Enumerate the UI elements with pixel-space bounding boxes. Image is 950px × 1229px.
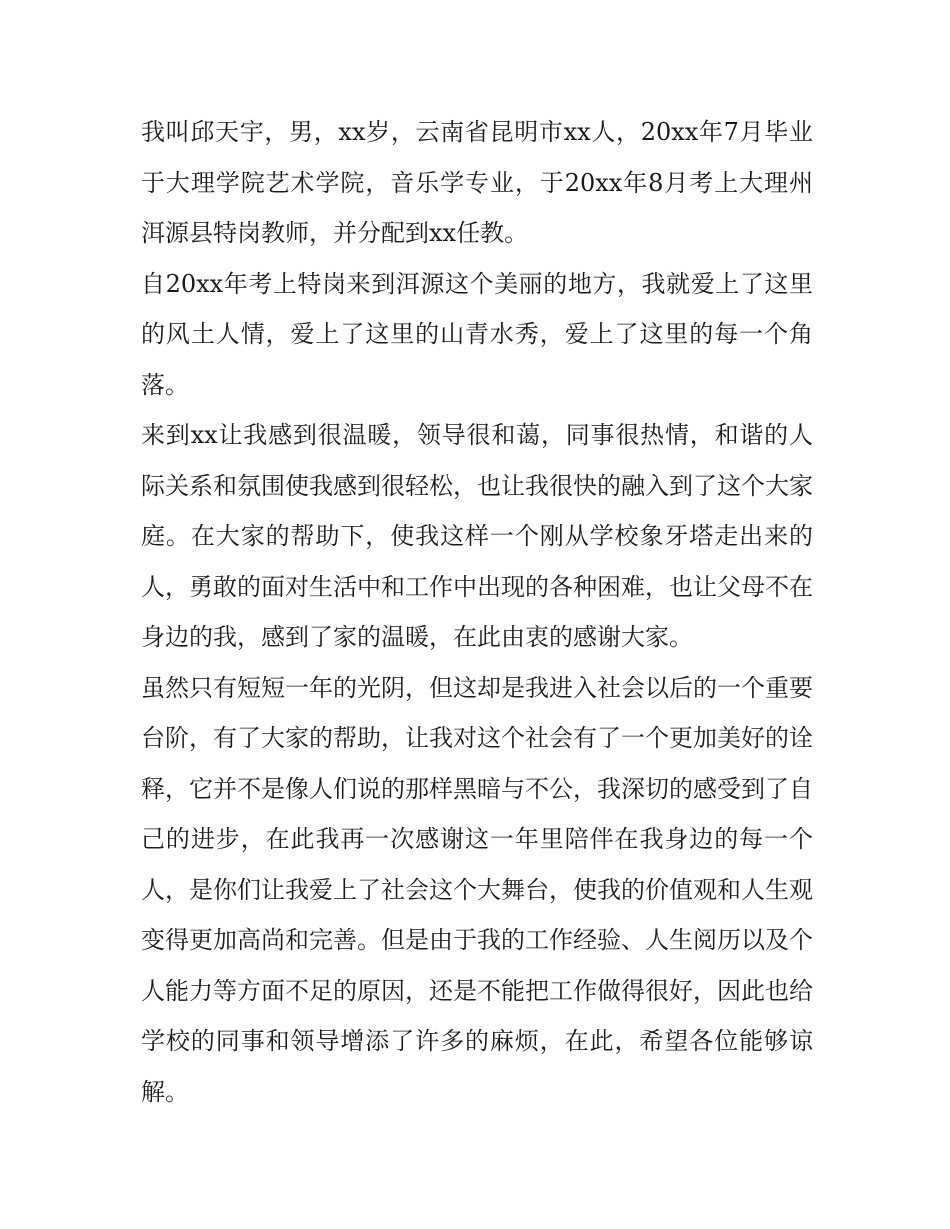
paragraph-4: 虽然只有短短一年的光阴，但这却是我进入社会以后的一个重要台阶，有了大家的帮助，让我对这个社会有了一个更加美好的诠释，它并不是像人们说的那样黑暗与不公，我深切的感受到了自己的进步，在此我再一次感谢这一年里陪伴在我身边的每一个人，是你们让我爱上了社会这个大舞台，使我的价值观和人生观变得更加高尚和完善。但是由于我的工作经验、人生阅历以及个人能力等方面不足的原因，还是不能把工作做得很好，因此也给学校的同事和领导增添了许多的麻烦，在此，希望各位能够谅解。 <box>141 673 813 1106</box>
paragraph-1: 我叫邱天宇，男，xx岁，云南省昆明市xx人，20xx年7月毕业于大理学院艺术学院，音乐学专业，于20xx年8月考上大理州洱源县特岗教师，并分配到xx任教。 <box>141 118 813 247</box>
paragraph-3: 来到xx让我感到很温暖，领导很和蔼，同事很热情，和谐的人际关系和氛围使我感到很轻松，也让我很快的融入到了这个大家庭。在大家的帮助下，使我这样一个刚从学校象牙塔走出来的人，勇敢的面对生活中和工作中出现的各种困难，也让父母不在身边的我，感到了家的温暖，在此由衷的感谢大家。 <box>141 421 813 651</box>
paragraph-2: 自20xx年考上特岗来到洱源这个美丽的地方，我就爱上了这里的风土人情，爱上了这里的山青水秀，爱上了这里的每一个角落。 <box>141 269 813 399</box>
document-body <box>141 107 813 1117</box>
